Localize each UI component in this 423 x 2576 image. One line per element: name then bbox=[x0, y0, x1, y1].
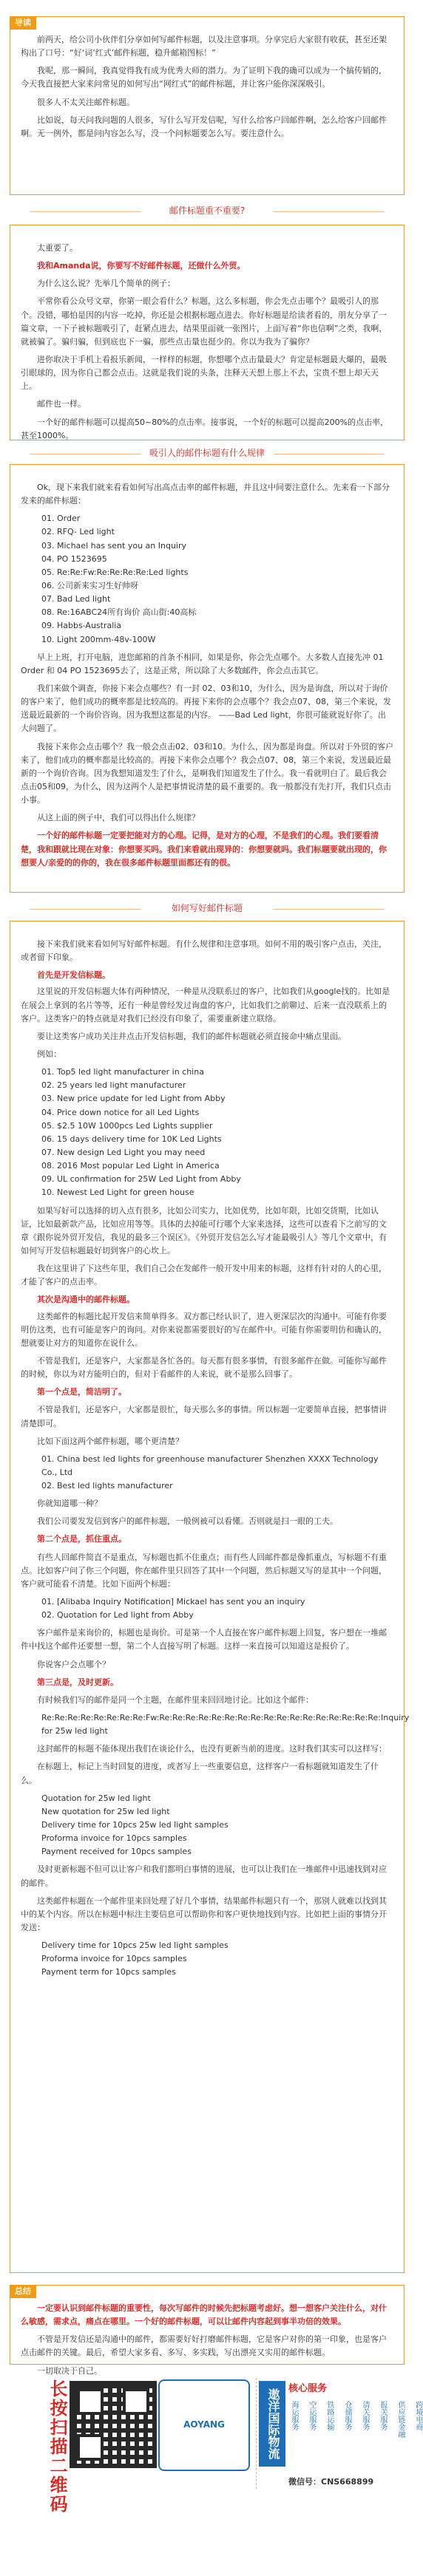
section3-text: 有时候我们写的邮件是同一个主题，在邮件里来回回地讨论。比如这个邮件： bbox=[37, 1694, 314, 1705]
list-item: 05. Re:Re:Fw:Re:Re:Re:Re:Led lights bbox=[41, 567, 189, 577]
section3-text: 不管是我们，还是客户，大家都是各忙各的。每天都有很多事情，有很多邮件在做。可能你写邮件的时候，你以为对方能明白的，但对于看邮件的人来说，就不是那么回事了。 bbox=[21, 1355, 387, 1380]
service-item: 空运服务 bbox=[308, 2401, 316, 2431]
service-item: 仓储服务 bbox=[343, 2401, 351, 2431]
list-item: 07. New design Led Light you may need bbox=[41, 1147, 206, 1157]
list-item: Delivery time for 10pcs 25w led light samples bbox=[41, 1940, 229, 1951]
section3-text: 我们公司要发发信到客户的邮件标题，一般例被可以看懂。否则就是扫一眼的工夫。 bbox=[37, 1516, 338, 1527]
section3-text: 例如： bbox=[37, 1049, 61, 1059]
section3-text: 客户邮件是来询价的，标题也是询价。可是第一个人直接在客户邮件标题上回复，客户想在一堆邮件中找这个邮件还要想一想，第二个人直接写明了标题。这样一来直接可以知道这是报价了。 bbox=[21, 1628, 387, 1652]
list-item: 09. Habbs-Australia bbox=[41, 621, 122, 631]
intro-box bbox=[10, 16, 405, 195]
section3-text: 比如下面这两个邮件标题，哪个更清楚？ bbox=[37, 1436, 183, 1446]
list-item: 10. Newest Led Light for green house bbox=[41, 1188, 194, 1198]
subtitle: 首先是开发信标题。 bbox=[37, 970, 110, 981]
section2-text: 我接下来你会点击哪个？我一般会点击02、03和10。为什么，因为都是询盘。所以对于外贸的客户来了，他们成功的概率都是比较高的。再接下来你会点哪个？我会点07、08，第三个来说，发送最近最新的一个询价咨询。因为我想知道发生了什么，是啊我们知道发生了什么。我一看就明白了。最后我会点击05和09，为什么，因为这两个人是把事情说清楚的最不重要的。我一般都没有先打开，我们只点击小事。 bbox=[21, 741, 393, 805]
section2-text: 从这上面的例子中，我们可以得出什么规律？ bbox=[37, 813, 200, 823]
list-item: 02. RFQ- Led light bbox=[41, 527, 115, 537]
section3-text: 这封邮件的标题不能体现出我们在谈论什么，也没有更新当前的进度。这时我们其实可以这样写： bbox=[37, 1744, 387, 1754]
section3-text: 不管是我们，还是客户，大家都是很忙，每天那么多的事情。所以标题一定要简单直接，把事情讲清楚即可。 bbox=[21, 1405, 387, 1428]
section3-text: 如果写好可以选择的切入点有很多，比如公司实力，比如优势，比如年限，比如交货期，比如认证，比如最新款产品，比如应用等等。具体的去掉能可行哪个大家来选择，这些可以查看下之前写的文章《跟你说外贸开发信，我见的最多三个误区》。《外贸开发信怎么写才能最吸引人》等几个文章中，有如何写开发信标题最好切到客户的心坎上。 bbox=[21, 1205, 387, 1255]
qr-code[interactable] bbox=[70, 2381, 157, 2468]
list-item: Payment received for 10pcs samples bbox=[41, 1847, 192, 1857]
section3-text: 这类邮件的标题比起开发信来简单得多。双方都已经认识了，进入更深层次的沟通中。可能有你要明仿这类，也有可能是客户的询问。对你来说都需要很好的写在邮件中。可能有你需要明仿和确认的，想就要让对方的知道你在说什么。 bbox=[21, 1311, 387, 1348]
section1-text: 我和Amanda说，你要写不好邮件标题，还做什么外贸。 bbox=[37, 261, 246, 271]
list-item: Proforma invoice for 10pcs samples bbox=[41, 1833, 187, 1844]
list-item: 09. UL confirmation for 25W Led Light from Abby bbox=[41, 1174, 241, 1185]
intro-paragraph: 比如说，每天问我问题的人很多，写什么写开发信呢，写什么给客户回邮件啊，怎么给客户回邮件啊。无一例外，都是问内容怎么写，没一个问标题要怎么写。要注意什么。 bbox=[21, 115, 387, 138]
list-item: 10. Light 200mm-48v-100W bbox=[41, 634, 156, 644]
section2-text: 早上上班，打开电脑，进您邮箱的首条不相同，如果是你，你会先点哪个。大多数人直接先冲 01 Order 和 04 PO 1523695去了，这是正常，所以除了大多数邮件，你会点击其它。 bbox=[21, 652, 384, 675]
summary-tag: 总结 bbox=[10, 2285, 36, 2298]
list-item: Proforma invoice for 10pcs samples bbox=[41, 1954, 187, 1964]
section1-text: 为什么这么说？先举几个简单的例子： bbox=[37, 279, 175, 289]
service-item: 报关服务 bbox=[379, 2401, 387, 2431]
section3-text: 你说客户会点哪个？ bbox=[37, 1659, 110, 1669]
section3-text: 你就知道哪一种？ bbox=[37, 1499, 102, 1509]
service-item: 海运服务 bbox=[290, 2401, 298, 2431]
list-item: Delivery time for 10pcs 25w led light samples bbox=[41, 1820, 229, 1830]
list-item: 06. 公司新来实习生好帅呀 bbox=[41, 580, 138, 590]
example-list bbox=[21, 1711, 410, 1738]
section3-text: 要让这类客户成功关注并点击开发信标题，我们的邮件标题就必须直接命中痛点里面。 bbox=[37, 1031, 346, 1041]
company-name: 遨洋国际物流 bbox=[259, 2381, 285, 2467]
list-item: 03. Michael has sent you an Inquiry bbox=[41, 540, 187, 551]
intro-paragraph: 前两天，给公司小伙伴们分享如何写邮件标题，以及注意事项。分享完后大家很有收获，甚至还架构出了口号：“好‘词’红式’邮件标题，稳升邮箱图标！” bbox=[21, 35, 387, 58]
list-item: New quotation for 25w led light bbox=[41, 1806, 170, 1816]
list-item: Re:Re:Re:Re:Re:Re:Re:Re:Fw:Re:Re:Re:Re:Re:Re:Re:Re:Re:Re:Re:Re:Re:Re:Re:Re:Re:Inquiry for 25w led light bbox=[41, 1713, 410, 1737]
example-list bbox=[21, 1595, 393, 1622]
list-item: 01. Order bbox=[41, 514, 81, 524]
section3-text: 接下来我们就来看如何写好邮件标题。有什么规律和注意事项。如何不用的吸引客户点击，关注，或者留下印象。 bbox=[21, 939, 387, 963]
list-item: 06. 15 days delivery time for 10K Led Lights bbox=[41, 1134, 222, 1144]
section1-text: 平常你看公众号文章，你第一眼会看什么？标题，这么多标题，你会先点击哪个？最吸引人的那个。没错，哪怕是因的内容一吃掉，你还是会根据标题点进去。你好标题是给读者看的，朋友分享了一篇文章，一下子被标题吸引了，赶紧点进去，结果里面就一张图片，上面写着“你也信啊”之类，我啊，就被骗了。骗归骗，但到底也下一骗，那些点击量也挺少的。你以为我为了骗你？ bbox=[21, 296, 388, 347]
list-item: 05. $2.5 10W 1000pcs Led Lights supplier bbox=[41, 1120, 213, 1131]
service-item: 跨境电商 bbox=[414, 2401, 422, 2431]
section1-text: 太重要了。 bbox=[37, 243, 78, 253]
list-item: 04. PO 1523695 bbox=[41, 553, 107, 564]
section3-text: 第三点是，及时更新。 bbox=[37, 1677, 118, 1687]
example-list bbox=[21, 1792, 393, 1859]
list-item: 03. New price update for led Light from Abby bbox=[41, 1094, 226, 1104]
list-item: Payment term for 10pcs samples bbox=[41, 1967, 176, 1977]
list-item: 01. China best led lights for greenhouse manufacturer Shenzhen XXXX Technology Co., Ltd bbox=[41, 1454, 379, 1477]
core-title: 核心服务 bbox=[288, 2383, 328, 2394]
section2-box bbox=[10, 464, 405, 893]
list-item: Quotation for 25w led light bbox=[41, 1793, 151, 1803]
list-item: 02. 25 years led light manufacturer bbox=[41, 1080, 186, 1091]
list-item: 01. Top5 led light manufacturer in china bbox=[41, 1067, 204, 1077]
footer-divider bbox=[256, 2378, 257, 2489]
list-item: 01. [Alibaba Inquiry Notification] Mickael has sent you an inquiry bbox=[41, 1597, 305, 1607]
subtitle: 其次是沟通中的邮件标题。 bbox=[37, 1295, 135, 1305]
summary-box bbox=[10, 2285, 405, 2376]
list-item: 08. 2016 Most popular Led Light in America bbox=[41, 1161, 220, 1171]
example-list bbox=[21, 1066, 393, 1199]
section3-text: 有些人回邮件简直不是重点，写标题也抓不住重点；而有些人回邮件都是像抓重点，写标题不有重点。比如客户问了你三个问题，你在邮件里只回答了其中一个问题，然后标题又写的是其中一个问题，客户就可能看不清楚。比如下面两个标题： bbox=[21, 1552, 387, 1589]
section2-title: 吸引人的邮件标题有什么规律 bbox=[0, 446, 414, 461]
wechat-id: 微信号：CNS668899 bbox=[288, 2477, 374, 2487]
example-list bbox=[21, 512, 393, 646]
summary-text: 一定要认识到邮件标题的重要性，每次写邮件的时候先把标题考虑好。想一想客户关注什么，对什么敏感，需求点，痛点在哪里。一个好的邮件标题，可以让邮件内容起到事半功倍的效果。 bbox=[21, 2303, 387, 2327]
summary-text: 不管是开发信还是沟通中的邮件，都需要好好打磨邮件标题，它是客户对你的第一印象，也是客户点击邮件的关键。最后，希望大家多看、多写、多实践，写出漂亮又实用的邮件标题。 bbox=[21, 2334, 387, 2358]
section1-text: 邮件也一样。 bbox=[37, 399, 86, 409]
section3-text: 第二个点是，抓住重点。 bbox=[37, 1534, 126, 1544]
list-item: 04. Price down notice for all Led Lights bbox=[41, 1107, 200, 1117]
section1-box bbox=[10, 225, 405, 440]
section3-text: 在标题上，标记上当时回复的进度，或者写上一些重要信息，这样客户一看标题就知道发生了什么。 bbox=[21, 1762, 379, 1785]
intro-paragraph: 很多人不太关注邮件标题。 bbox=[37, 97, 135, 107]
footer-promo bbox=[0, 2374, 422, 2576]
section1-text: 一个好的邮件标题可以提高50~80%的点击率。接事说，一个好的标题可以提高200%的点击率，甚至1000%。 bbox=[21, 417, 389, 440]
section3-text: 我在这里讲了下这些年里，我们自己会在发邮件一般开发中用来的标题，这样有针对的人的心里，才能了客户的点击率。 bbox=[21, 1264, 387, 1287]
intro-tag: 导读 bbox=[10, 16, 36, 30]
section2-text: 我们来做个调查，你接下来会点哪些？有一封 02、03和10，为什么，因为是询盘，所以对于询价的客户来了，他们成功的概率都是比较高的。再接下来你的会点哪个？我会点07、08，第三个来说，发送最近最新的一个询价咨询。因为我想这都是的内容。 ——Bad Led light，你很可能就说好你了。出大问题了。 bbox=[21, 683, 391, 734]
list-item: 07. Bad Led light bbox=[41, 594, 111, 604]
section1-text: 进你取决于手机上看报乐新闻，一样样的标题，你想哪个点击量最大？肯定是标题最大爆的，最吸引眼球的，因为你自己都会点击。这就是我们说的头条，注释天天想上那上不去，宝贵不想上却天天上。 bbox=[21, 354, 387, 392]
section2-text: 一个好的邮件标题一定要把能对方的心理。记得，是对方的心理，不是我们的心理。我们要看清楚，我和跟就比现在对象：你想要买吗。我们来看就出现异的：你想要就吗。我们标题要就出现的，你想要人/亲爱的的你的，我在很多邮件标题里面都还有的很。 bbox=[21, 831, 387, 868]
service-item: 铁路运输 bbox=[325, 2401, 334, 2431]
service-item: 供应链金融 bbox=[396, 2401, 405, 2439]
summary-text: 一切取决于自己。 bbox=[37, 2365, 102, 2376]
list-item: 02. Best led lights manufacturer bbox=[41, 1481, 173, 1491]
scan-slogan: 长按扫描二维码 bbox=[47, 2379, 67, 2514]
company-logo bbox=[158, 2379, 250, 2471]
intro-paragraph: 我呢，那一瞬间，我真觉得我有成为优秀大师的潜力。为了证明下我的确可以成为一个搞传销的，今天我直接把大家来问常见的如何写出“网红式”的邮件标题，并让客户能你深深吸引。 bbox=[21, 66, 387, 89]
example-list bbox=[21, 1453, 393, 1493]
logo-text: AOYANG bbox=[183, 2419, 225, 2430]
section3-box bbox=[10, 921, 410, 2273]
section3-text: 这类邮件标题在一个邮件里来回处理了好几个事情，结果邮件标题只有一个，那别人就难以找到其中的某个内容。所以在标题中标注主要信息可以帮助你和客户更快地找到内容。比如把上面的事情分开发送： bbox=[21, 1895, 387, 1932]
list-item: 08. Re:16ABC24所有询价 高山街:40高标 bbox=[41, 607, 197, 618]
example-list bbox=[21, 1939, 393, 1979]
section3-text: 及时更新标题不但可以让客户和我们都明白事情的进展，也可以让我们在一堆邮件中迅速找到对应的邮件。 bbox=[21, 1864, 387, 1888]
section2-lead: Ok，现下来我们就来看看如何写出高点击率的邮件标题，并且这中间要注意什么。先来看一下部分发来的邮件标题： bbox=[21, 483, 390, 506]
section3-text: 这里说的开发信标题大体有两种情况，一种是从没联系过的客户，比如我们从google找的。比如是在展会上拿到的名片等等，还有一种是曾经发过询盘的客户，比如我们之前聊过、后来一直没联系上的客户。这类客户的特点就是对我们已经没有印象了，需要重新建立联络。 bbox=[21, 987, 390, 1023]
section1-title: 邮件标题重不重要? bbox=[0, 204, 414, 219]
section3-text: 第一个点是，简洁明了。 bbox=[37, 1387, 126, 1397]
list-item: 02. Quotation for Led light from Abby bbox=[41, 1610, 194, 1621]
service-item: 清关服务 bbox=[361, 2401, 369, 2431]
core-services bbox=[288, 2381, 422, 2439]
section3-title: 如何写好邮件标题 bbox=[0, 902, 414, 916]
